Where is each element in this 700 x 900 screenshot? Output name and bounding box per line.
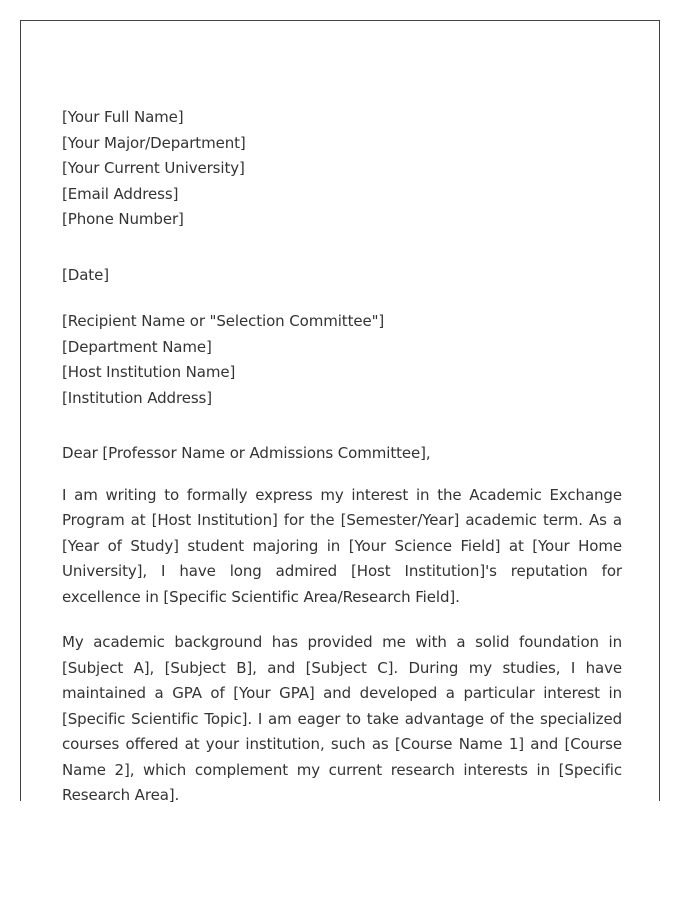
sender-major: [Your Major/Department] xyxy=(62,133,246,152)
recipient-address: [Institution Address] xyxy=(62,388,213,407)
letter-date: [Date] xyxy=(62,265,109,284)
sender-phone: [Phone Number] xyxy=(62,210,184,228)
sender-block xyxy=(62,105,622,233)
salutation: Dear [Professor Name or Admissions Committee], xyxy=(62,444,431,462)
sender-email: [Email Address] xyxy=(62,184,179,203)
letter-page xyxy=(20,20,660,804)
sender-name: [Your Full Name] xyxy=(62,108,184,126)
recipient-name: [Recipient Name or "Selection Committee"] xyxy=(62,312,385,330)
recipient-block xyxy=(62,309,622,411)
recipient-department: [Department Name] xyxy=(62,337,212,356)
letter-body xyxy=(62,105,622,809)
paragraph-background: My academic background has provided me with a solid foundation in [Subject A], [Subject B], and [Subject C]. During my studies, I have maintained a GPA of [Your GPA] and developed a particular interest in [Specific Scientific Topic]. I am eager to take advantage of the specialized courses offered at your institution, such as [Course Name 1] and [Course Name 2], which complement my current research interests in [Specific Research Area]. xyxy=(62,633,622,804)
sender-university: [Your Current University] xyxy=(62,159,245,177)
paragraph-intro: I am writing to formally express my interest in the Academic Exchange Program at [Host Institution] for the [Semester/Year] academic term. As a [Year of Study] student majoring in [Your Science Field] at [Your Home University], I have long admired [Host Institution]'s reputation for excellence in [Specific Scientific Area/Research Field]. xyxy=(62,485,622,606)
recipient-institution: [Host Institution Name] xyxy=(62,363,236,381)
